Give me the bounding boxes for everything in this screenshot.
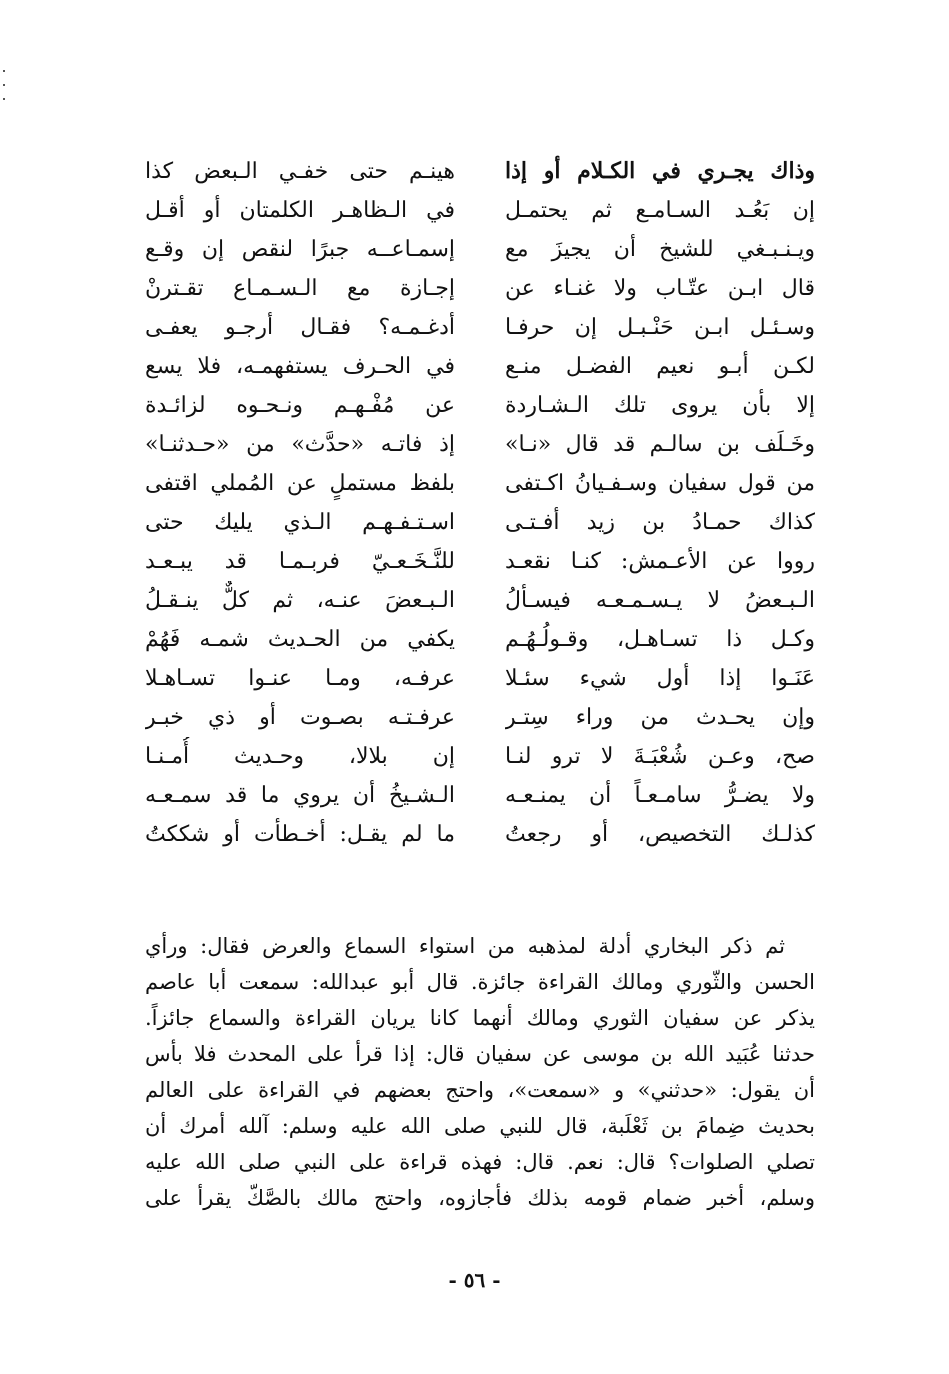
verse-second-hemistich: ما لم يقـل: أخـطأت أو شككتُ xyxy=(145,822,455,847)
prose-line: بحديث ضِمامَ بن ثَعْلَبة، قال للنبي صلى الله عليه وسلم: آلله أمرك أن xyxy=(145,1114,815,1138)
verse-first-hemistich: ويـنـبـغي للشيخ أن يجيزَ مع xyxy=(505,237,815,262)
verse-first-hemistich: إن بَعُـد السـامـع ثم يحتمـل xyxy=(505,198,815,223)
verse-line xyxy=(145,581,815,620)
verse-line xyxy=(145,347,815,386)
prose-line: وسلم، أخبر ضمام قومه بذلك فأجازوه، واحتج مالك بالصَّكّ يقرأ على xyxy=(145,1186,815,1210)
verse-second-hemistich: بلفظ مستملٍ عن المُملي اقتفى xyxy=(145,471,455,496)
prose-line: تصلي الصلوات؟ قال: نعم. قال: فهذه قراءة على النبي صلى الله عليه xyxy=(145,1150,815,1174)
prose-line: حدثنا عُبَيد الله بن موسى عن سفيان قال: إذا قرأ على المحدث فلا بأس xyxy=(145,1042,815,1066)
verse-first-hemistich: قال ابـن عتّـاب ولا غنـاء عن xyxy=(505,276,815,301)
verse-first-hemistich: صح، وعـن شُعْبَـةَ لا ترو لنـا xyxy=(505,744,815,769)
verse-first-hemistich: رووا عن الأعـمش: كنـا نقعـد xyxy=(505,549,815,574)
verse-second-hemistich: عرفـتـه بصـوت أو ذي خبـر xyxy=(145,705,455,730)
verse-second-hemistich: اسـتـفـهـم الـذي يليك حتى xyxy=(145,510,455,535)
verse-line xyxy=(145,659,815,698)
verse-first-hemistich: وخَـلَف بن سالـم قد قال «نـا» xyxy=(505,432,815,457)
verse-first-hemistich: كذاك حمـادُ بن زيد أفـتـى xyxy=(505,510,815,535)
verse-second-hemistich: في الـظاهـر الكلمتان أو أقـل xyxy=(145,198,455,223)
verse-first-hemistich: الـبـعضُ لا يـسـمـعـه فيسـألُ xyxy=(505,588,815,613)
verse-second-hemistich: إسمـاعــه جبرًا لنقص إن وقـع xyxy=(145,237,455,262)
verse-line xyxy=(145,620,815,659)
verse-second-hemistich: إجـازة مع الـسـمـاع تقـترنْ xyxy=(145,276,455,301)
verse-second-hemistich: للنَّـخَـعـيّ فربـمـا قد يبـعـد xyxy=(145,549,455,574)
verse-first-hemistich: وسـئـل ابـن حَنْـبـل إن حرفـا xyxy=(505,315,815,340)
prose-paragraph xyxy=(145,928,815,1216)
verse-line xyxy=(145,152,815,191)
verse-first-hemistich: ولا يضـرُّ سامـعـاً أن يمنـعـه xyxy=(505,783,815,808)
verse-first-hemistich: كذلـك التخصيص، أو رجعتُ xyxy=(505,822,815,847)
verse-second-hemistich: إذ فاتـه «حدَّث» من «حـدثنـا» xyxy=(145,432,455,457)
verse-first-hemistich: لكـن أبـو نعيم الفضـل منـع xyxy=(505,354,815,379)
verse-first-hemistich: وإن يحـدث من وراء سِتـر xyxy=(505,705,815,730)
verse-first-hemistich: إلا بأن يروى تلك الـشـاردة xyxy=(505,393,815,418)
verse-line xyxy=(145,776,815,815)
prose-line: أن يقول: «حدثني» و «سمعت»، واحتج بعضهم في القراءة على العالم xyxy=(145,1078,815,1102)
verse-line xyxy=(145,503,815,542)
verse-first-hemistich: من قول سفيان وسـفـيانُ اكـتفى xyxy=(505,471,815,496)
verse-second-hemistich: هينـم حتى خفـي الـبعض كذا xyxy=(145,159,455,184)
verse-first-hemistich: وذاك يجـري في الكـلام أو إذا xyxy=(505,158,815,184)
prose-line: يذكر عن سفيان الثوري ومالك أنهما كانا يريان القراءة والسماع جائزاً. xyxy=(145,1006,815,1030)
verse-second-hemistich: يكفي من الحـديث شمـه فَهُمْ xyxy=(145,627,455,652)
verse-second-hemistich: إن بلالا، وحـديث أُمـنـا xyxy=(145,744,455,769)
verse-second-hemistich: في الحـرف يستفهمـه، فلا يسع xyxy=(145,354,455,379)
verse-second-hemistich: عرفـه، ومـا عنـوا تسـاهـلا xyxy=(145,666,455,691)
verse-line xyxy=(145,308,815,347)
verse-second-hemistich: أدغـمـه؟ فقـال أرجـو يعفـى xyxy=(145,315,455,340)
verse-line xyxy=(145,698,815,737)
page-number: - ٥٦ - xyxy=(448,1268,501,1292)
verse-line xyxy=(145,230,815,269)
prose-line: الحسن والثّوري ومالك القراءة جائزة. قال أبو عبدالله: سمعت أبا عاصم xyxy=(145,970,815,994)
prose-line: ثم ذكر البخاري أدلة لمذهبه من استواء السماع والعرض فقال: ورأي xyxy=(145,934,785,958)
verse-first-hemistich: عَنَـوا إذا أول شيء سئـلا xyxy=(505,666,815,691)
verse-line xyxy=(145,815,815,854)
verse-second-hemistich: الـشـيخُ أن يروي ما قد سمـعـه xyxy=(145,783,455,808)
verse-second-hemistich: الـبـعضَ عنـه، ثم كلٌّ ينـقـلُ xyxy=(145,588,455,613)
scan-edge-marks xyxy=(3,70,11,120)
verse-line xyxy=(145,269,815,308)
verse-line xyxy=(145,386,815,425)
verse-line xyxy=(145,737,815,776)
verse-line xyxy=(145,191,815,230)
verse-line xyxy=(145,542,815,581)
verse-line xyxy=(145,464,815,503)
verse-first-hemistich: وكـل ذا تسـاهـل، وقـولُـهُـم xyxy=(505,627,815,652)
verse-line xyxy=(145,425,815,464)
poem-verses xyxy=(145,152,815,854)
verse-second-hemistich: عن مُفْـهـم ونـحـوه لزائـدة xyxy=(145,393,455,418)
